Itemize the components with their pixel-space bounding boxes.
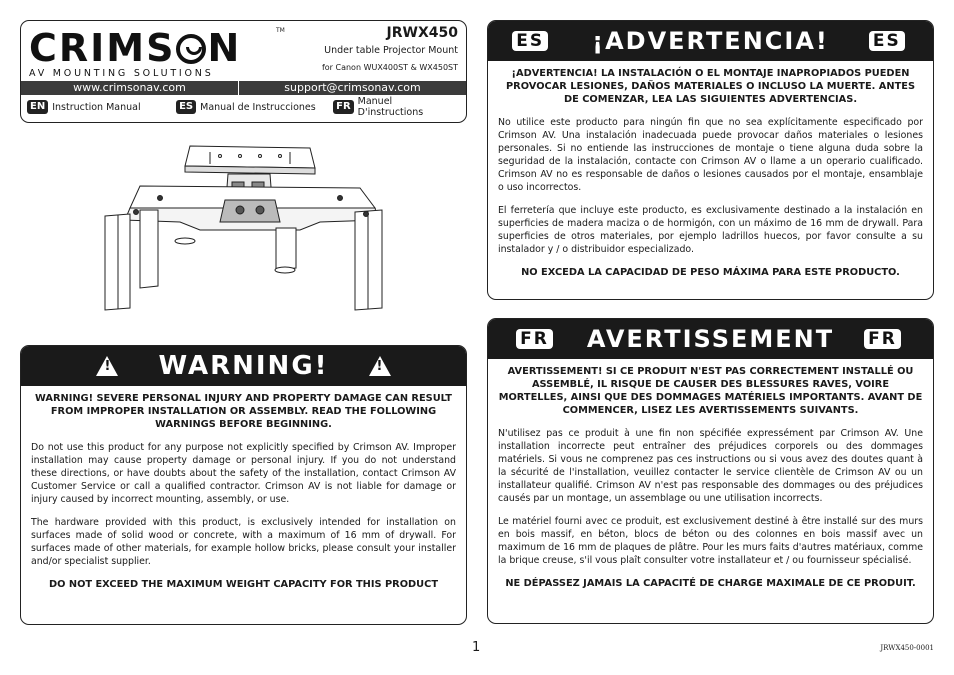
lang-badge-fr-right: FR xyxy=(864,329,901,349)
warning-es-capacity-note: NO EXCEDA LA CAPACIDAD DE PESO MÁXIMA PARA ESTE PRODUCTO. xyxy=(521,267,900,278)
product-description: Under table Projector Mount xyxy=(324,45,458,56)
warning-es-paragraph-2: El ferretería que incluye este producto, es exclusivamente destinado a la instalación en superficies de madera maciza o de hormigón, con un máximo de 16 mm de drywall. Para superficies de otros materiales, por ejemplo ladrillos huecos, por favor consulte a su instalador y / o distribuidor especializado. xyxy=(498,205,923,255)
lang-label-en: Instruction Manual xyxy=(52,101,141,113)
trademark-mark: TM xyxy=(276,27,285,34)
warning-fr-panel xyxy=(487,318,934,624)
warning-en-title-bar xyxy=(21,346,466,386)
warning-es-paragraph-1: No utilice este producto para ningún fin que no sea explícitamente especificado por Crimson AV. Una instalación inadecuada puede provocar daños materiales o lesiones personales. Si no entiende las instrucciones de montaje o tiene alguna duda sobre la seguridad de la instalación, contacte con Crimson AV o llame a un operario cualificado. Crimson AV no es responsable de daños o lesiones causados por el montaje, ensamblaje o uso incorrectos. xyxy=(498,117,923,193)
warning-fr-body xyxy=(488,359,933,596)
warning-en-paragraph-1: Do not use this product for any purpose not explicitly specified by Crimson AV. Improper installation may cause property damage or personal injury. If you do not understand these directions, or have doubts about the safety of the installation, contact Crimson AV Customer Service or call a qualified contractor. Crimson AV is not liable for damage or injury caused by incorrect mounting, assembly, or use. xyxy=(31,442,456,505)
warning-triangle-icon: ! xyxy=(369,356,391,376)
warning-es-panel xyxy=(487,20,934,300)
warning-fr-capacity-note: NE DÉPASSEZ JAMAIS LA CAPACITÉ DE CHARGE MAXIMALE DE CE PRODUIT. xyxy=(505,578,916,589)
lang-badge-fr-left: FR xyxy=(516,329,553,349)
warning-en-capacity-note: DO NOT EXCEED THE MAXIMUM WEIGHT CAPACITY FOR THIS PRODUCT xyxy=(49,579,438,590)
crimson-logo xyxy=(29,26,242,79)
warning-en-body xyxy=(21,386,466,597)
warning-fr-title-bar xyxy=(488,319,933,359)
model-number: JRWX450 xyxy=(386,25,458,41)
warning-triangle-icon: ! xyxy=(96,356,118,376)
lang-badge-es-right: ES xyxy=(869,31,905,51)
language-es xyxy=(176,100,333,114)
brand-row xyxy=(21,21,466,81)
website-link[interactable]: www.crimsonav.com xyxy=(21,81,239,95)
logo-tagline: AV MOUNTING SOLUTIONS xyxy=(29,68,214,79)
warning-fr-title: AVERTISSEMENT xyxy=(586,325,835,353)
lang-badge-es: ES xyxy=(176,100,196,114)
warning-en-title: WARNING! xyxy=(158,351,329,381)
warning-en-panel xyxy=(20,345,467,625)
product-compatibility: for Canon WUX400ST & WX450ST xyxy=(321,63,458,72)
lang-badge-fr: FR xyxy=(333,100,354,114)
warning-en-lead: WARNING! SEVERE PERSONAL INJURY AND PROPERTY DAMAGE CAN RESULT FROM IMPROPER INSTALLATION OR ASSEMBLY. READ THE FOLLOWING WARNINGS BEFORE BEGINNING. xyxy=(35,393,452,430)
language-row xyxy=(21,95,466,119)
lang-badge-es-left: ES xyxy=(512,31,548,51)
header-panel xyxy=(20,20,467,123)
warning-es-title-bar xyxy=(488,21,933,61)
language-en xyxy=(27,100,176,114)
logo-wordmark: CRIMS N xyxy=(29,26,242,70)
warning-es-lead: ¡ADVERTENCIA! LA INSTALACIÓN O EL MONTAJE INAPROPIADOS PUEDEN PROVOCAR LESIONES, DAÑOS MATERIALES O INCLUSO LA MUERTE. ANTES DE COMENZAR, LEA LAS SIGUIENTES ADVERTENCIAS. xyxy=(506,68,915,105)
warning-es-body xyxy=(488,61,933,285)
projector-mount-drawing xyxy=(100,138,400,328)
warning-es-title: ¡ADVERTENCIA! xyxy=(592,27,829,55)
warning-fr-lead: AVERTISSEMENT! SI CE PRODUIT N'EST PAS CORRECTEMENT INSTALLÉ OU ASSEMBLÉ, IL RISQUE DE CAUSER DES BLESSURES RAVES, VOIRE MORTELLES, AINSI QUE DES DOMMAGES MATÉRIELS IMPORTANTS. AVANT DE COMMENCER, LISEZ LES AVERTISSEMENTS SUIVANTS. xyxy=(498,366,923,416)
lang-label-fr: Manuel D'instructions xyxy=(357,96,424,118)
warning-en-paragraph-2: The hardware provided with this product, is exclusively intended for installation on surfaces made of solid wood or concrete, with a maximum of 16 mm of drywall. For surfaces made of other materials, for example hollow bricks, please consult your installer and/or specialist supplier. xyxy=(31,517,456,567)
language-fr xyxy=(333,96,460,118)
lang-badge-en: EN xyxy=(27,100,48,114)
page-number: 1 xyxy=(472,640,481,655)
document-code: JRWX450-0001 xyxy=(880,644,934,652)
lang-label-es: Manual de Instrucciones xyxy=(200,101,316,113)
support-email-link[interactable]: support@crimsonav.com xyxy=(284,81,421,94)
warning-fr-paragraph-1: N'utilisez pas ce produit à une fin non spécifiée expressément par Crimson AV. Une installation incorrecte peut entraîner des préjudices corporels ou des dommages matériels. Si vous ne comprenez pas ces instructions ou si vous avez des doutes quant à la sécurité de l'installation, veuillez contacter le service clientèle de Crimson AV ou un installateur qualifié. Crimson AV n'est pas responsable des dommages ou des préjudices causés par un montage, un assemblage ou une utilisation incorrects. xyxy=(498,428,923,504)
contact-bar xyxy=(21,81,466,95)
warning-fr-paragraph-2: Le matériel fourni avec ce produit, est exclusivement destiné à être installé sur des murs en bois massif, en béton, blocs de béton ou des colonnes en bois massif avec un maximum de 16 mm de plaques de plâtre. Pour les murs faits d'autres matériaux, comme la brique creuse, s'il vous plaît consulter votre installateur et / ou fournisseur spécialisé. xyxy=(498,516,923,566)
